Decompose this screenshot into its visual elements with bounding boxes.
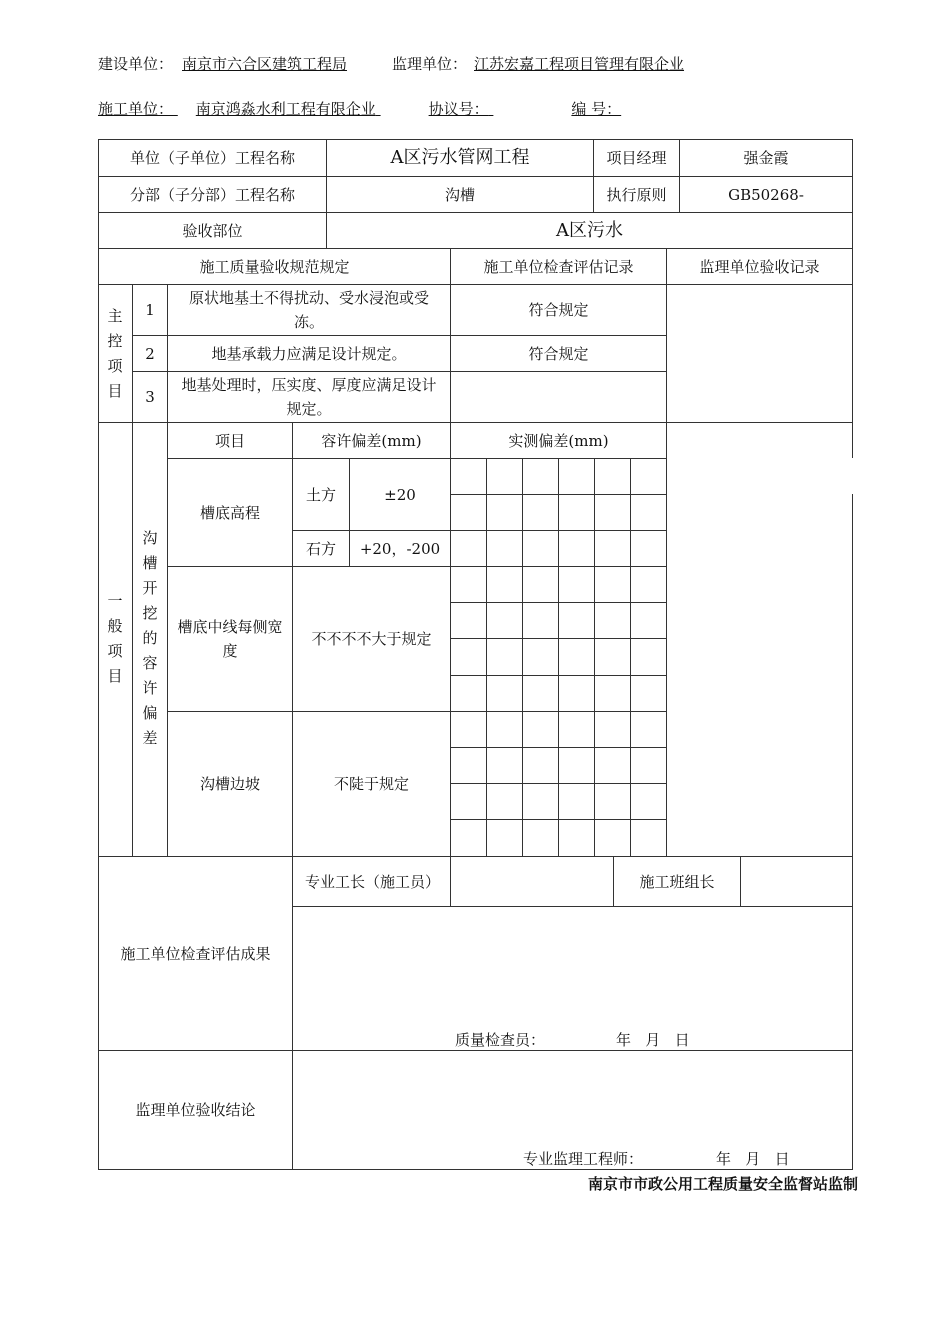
main-control-no-1: 1 (145, 301, 155, 319)
main-control-text-3: 地基处理时，压实度、厚度应满足设计规定。 (181, 376, 437, 418)
soil-tolerance: ±20 (384, 485, 416, 504)
main-control-no-3: 3 (145, 388, 155, 406)
date-label-2: 年 月 日 (716, 1150, 790, 1168)
unit-project-label: 单位（子单位）工程名称 (129, 149, 295, 167)
construct-unit-value: 南京鸿淼水利工程有限企业 (195, 100, 376, 118)
accept-part-value: A区污水 (556, 219, 623, 241)
construct-result-label: 施工单位检查评估成果 (120, 944, 271, 963)
accept-part-label: 验收部位 (182, 221, 243, 240)
supervise-record-header: 监理单位验收记录 (699, 257, 820, 276)
supervise-unit-label: 监理单位： (392, 55, 468, 73)
number-label: 编 号： (571, 100, 622, 118)
supervise-conclusion-label: 监理单位验收结论 (135, 1101, 256, 1119)
width-tolerance: 不不不不大于规定 (311, 630, 432, 648)
sub-project-value: 沟槽 (444, 185, 475, 204)
main-control-result-3 (451, 372, 666, 422)
soil-label: 土方 (305, 485, 336, 504)
spec-header: 施工质量验收规范规定 (199, 257, 350, 276)
trench-tolerance-label: 沟槽开挖的容许偏差 (142, 529, 158, 747)
build-unit-label: 建设单位： (98, 55, 174, 73)
date-label-1: 年 月 日 (616, 1031, 690, 1049)
rock-label: 石方 (305, 539, 336, 558)
standard-label: 执行原则 (606, 185, 667, 204)
construct-record-header: 施工单位检查评估记录 (483, 257, 634, 276)
supervise-unit-value: 江苏宏嘉工程项目管理有限企业 (474, 55, 685, 73)
inspector-label: 质量检查员： (455, 1031, 546, 1049)
col-measured: 实测偏差(mm) (508, 431, 609, 450)
main-control-label: 主控项目 (107, 307, 123, 400)
construct-unit-label: 施工单位： (98, 100, 174, 118)
unit-project-value: A区污水管网工程 (390, 147, 530, 168)
bottom-elevation: 槽底高程 (199, 503, 260, 522)
sub-project-label: 分部（子分部）工程名称 (129, 185, 295, 204)
agreement-label: 协议号： (428, 100, 489, 118)
main-control-result-2: 符合规定 (528, 344, 589, 363)
footer-issuer: 南京市市政公用工程质量安全监督站监制 (587, 1175, 858, 1193)
team-leader-label: 施工班组长 (639, 872, 715, 891)
slope-tolerance: 不陡于规定 (333, 775, 409, 793)
main-control-no-2: 2 (145, 344, 155, 363)
pm-value: 强金霞 (743, 149, 789, 167)
trench-slope: 沟槽边坡 (199, 775, 260, 793)
bottom-width: 槽底中线每侧宽度 (177, 618, 283, 660)
general-label: 一般项目 (107, 592, 123, 685)
build-unit-value: 南京市六合区建筑工程局 (182, 55, 348, 73)
pm-label: 项目经理 (606, 149, 667, 167)
foreman-label: 专业工长（施工员） (305, 872, 441, 891)
main-control-text-2: 地基承载力应满足设计规定。 (211, 344, 407, 363)
main-control-result-1: 符合规定 (528, 301, 589, 319)
col-tolerance: 容许偏差(mm) (321, 431, 422, 450)
main-control-text-1: 原状地基土不得扰动、受水浸泡或受冻。 (188, 289, 429, 331)
standard-value: GB50268- (728, 185, 804, 204)
col-item: 项目 (214, 431, 245, 450)
engineer-label: 专业监理工程师： (523, 1150, 644, 1168)
rock-tolerance: +20，-200 (359, 539, 441, 558)
